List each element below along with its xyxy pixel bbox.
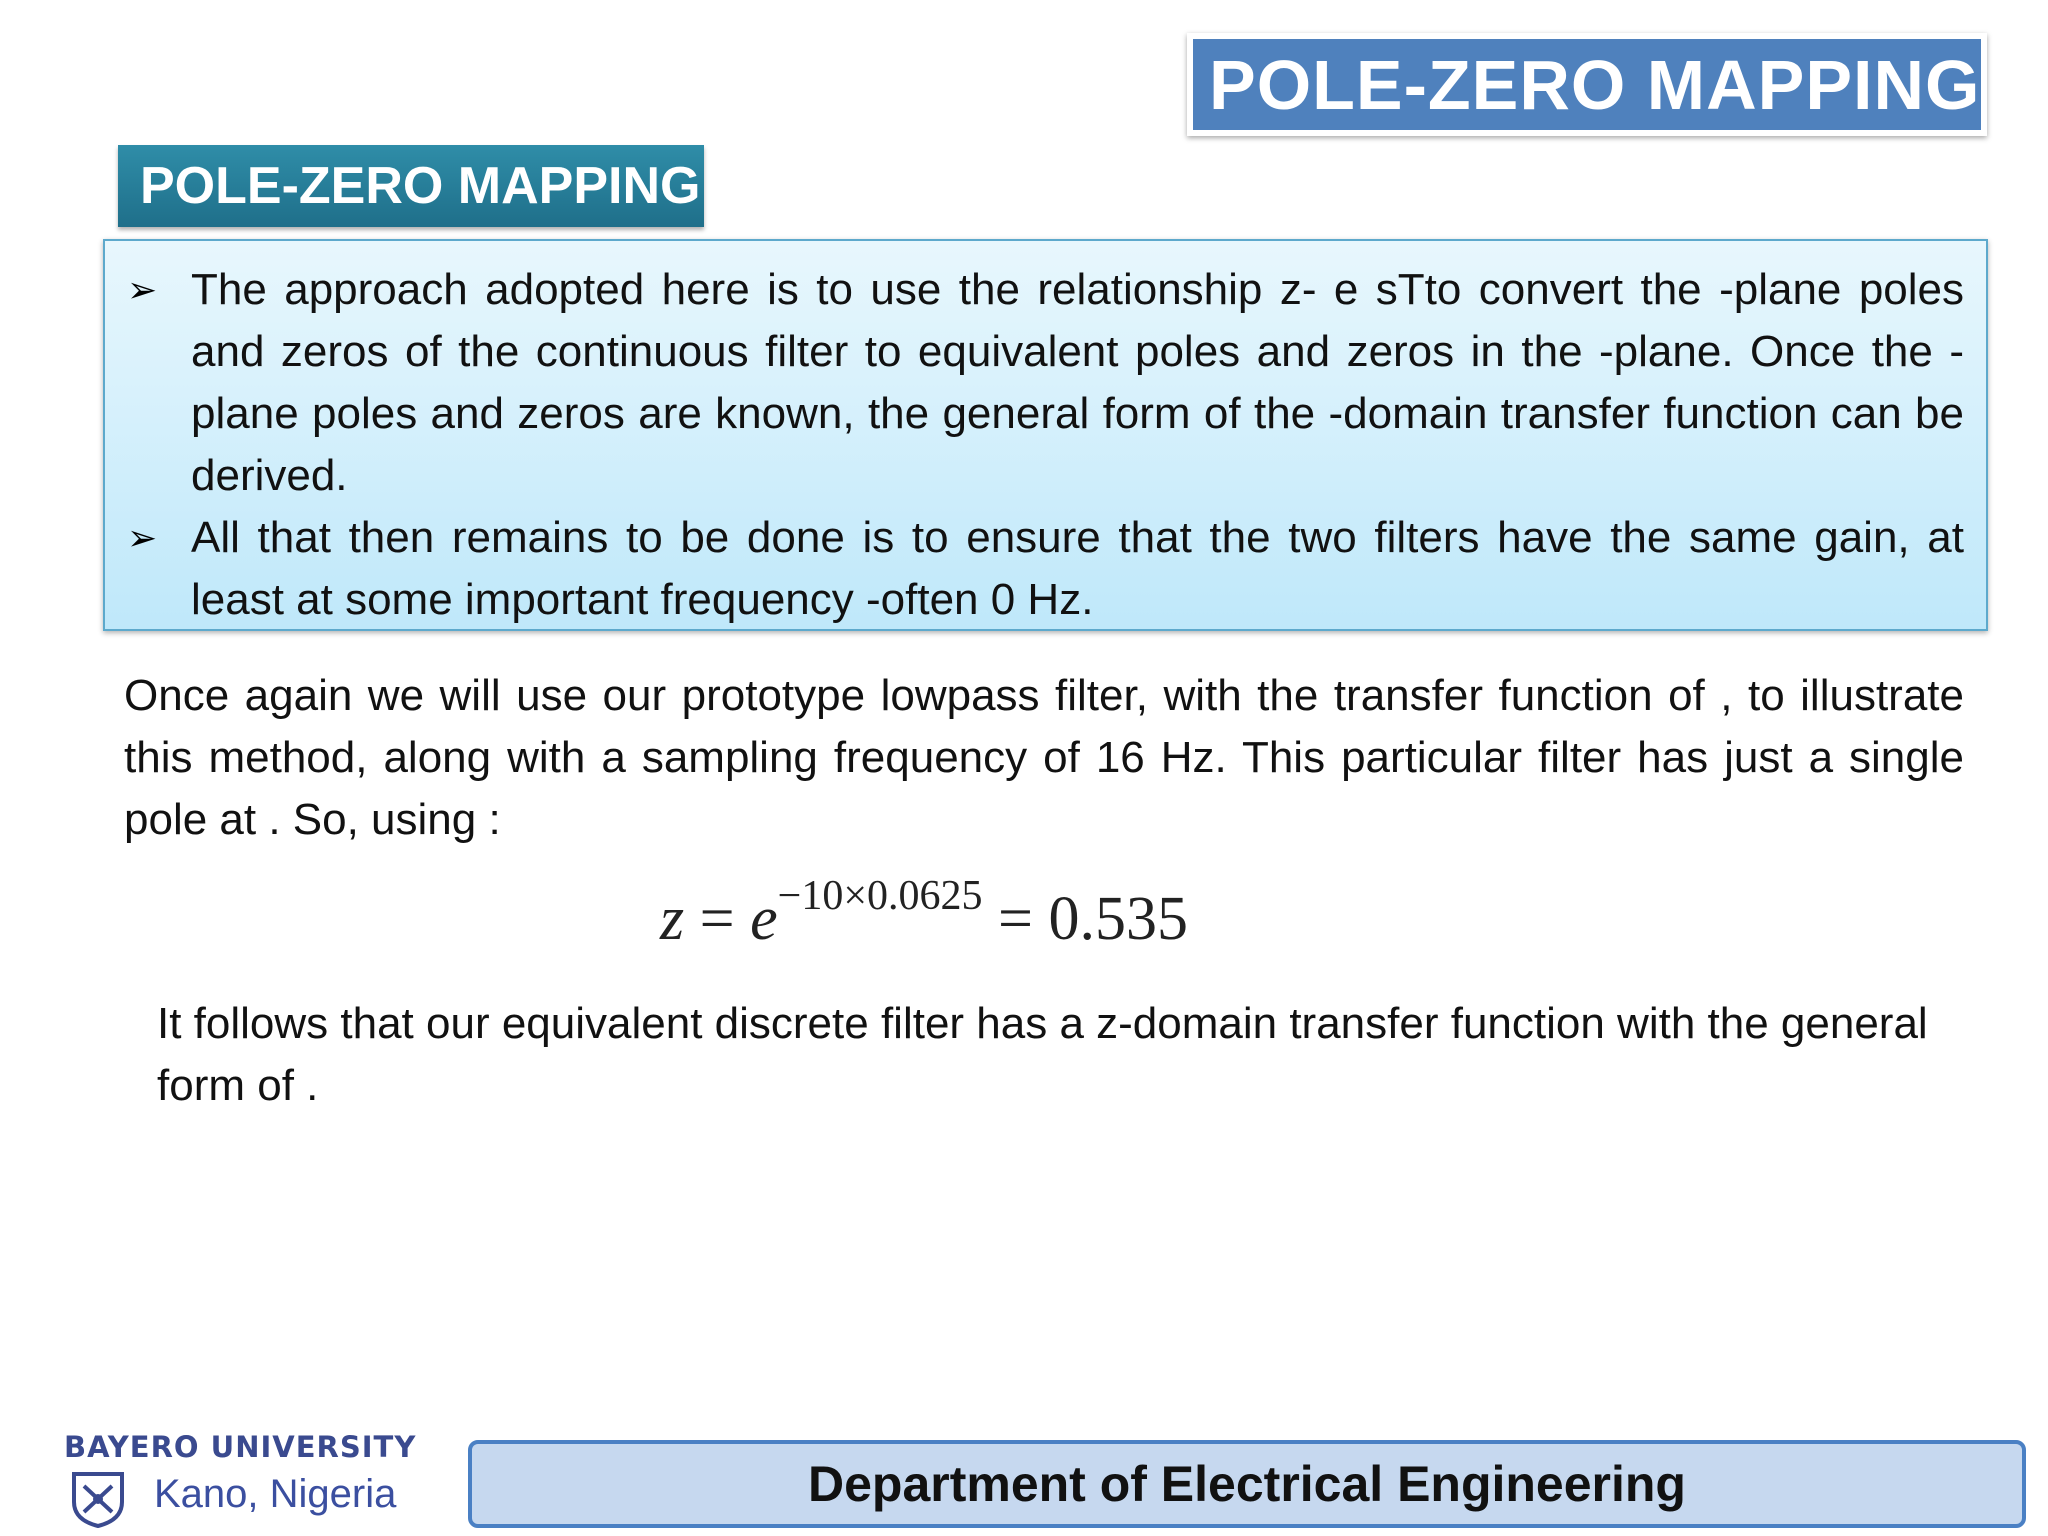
equation-lhs: z [660,885,685,953]
slide-title: POLE-ZERO MAPPING [1193,39,1981,130]
equation-rhs: = 0.535 [982,885,1188,953]
logo-city: Kano, Nigeria [154,1472,397,1516]
body-paragraph: Once again we will use our prototype lowpass filter, with the transfer function of , to illustrate this method, along with a sampling frequency of 16 Hz. This particular filter has just a single pole at . So, using : [124,671,1964,844]
arrow-bullet-icon: ➢ [127,517,158,558]
slide-title-frame [1187,33,1987,136]
bullet-item [127,507,1964,631]
university-emblem-icon [68,1468,128,1528]
arrow-bullet-icon: ➢ [127,269,158,310]
follow-paragraph: It follows that our equivalent discrete filter has a z-domain transfer function with the general form of . [157,999,1928,1110]
equation-equals: = [684,885,751,953]
equation [660,872,1188,962]
department-name: Department of Electrical Engineering [808,1456,1686,1512]
bullet-text: All that then remains to be done is to ensure that the two filters have the same gain, at least at some important frequency -often 0 Hz. [191,513,1964,624]
footer-department-bar [468,1440,2026,1528]
bullet-text: The approach adopted here is to use the relationship z- e sTto convert the -plane poles and zeros of the continuous filter to equivalent poles and zeros in the -plane. Once the -plane poles and zeros are known, the general form of the -domain transfer function can be derived. [191,265,1964,500]
equation-exponent: −10×0.0625 [777,873,983,919]
bullet-item [127,259,1964,507]
section-label: POLE-ZERO MAPPING [118,145,704,227]
logo-name: BAYERO UNIVERSITY [64,1430,417,1464]
info-box [103,239,1988,631]
university-logo [64,1430,454,1530]
equation-base: e [750,885,778,953]
